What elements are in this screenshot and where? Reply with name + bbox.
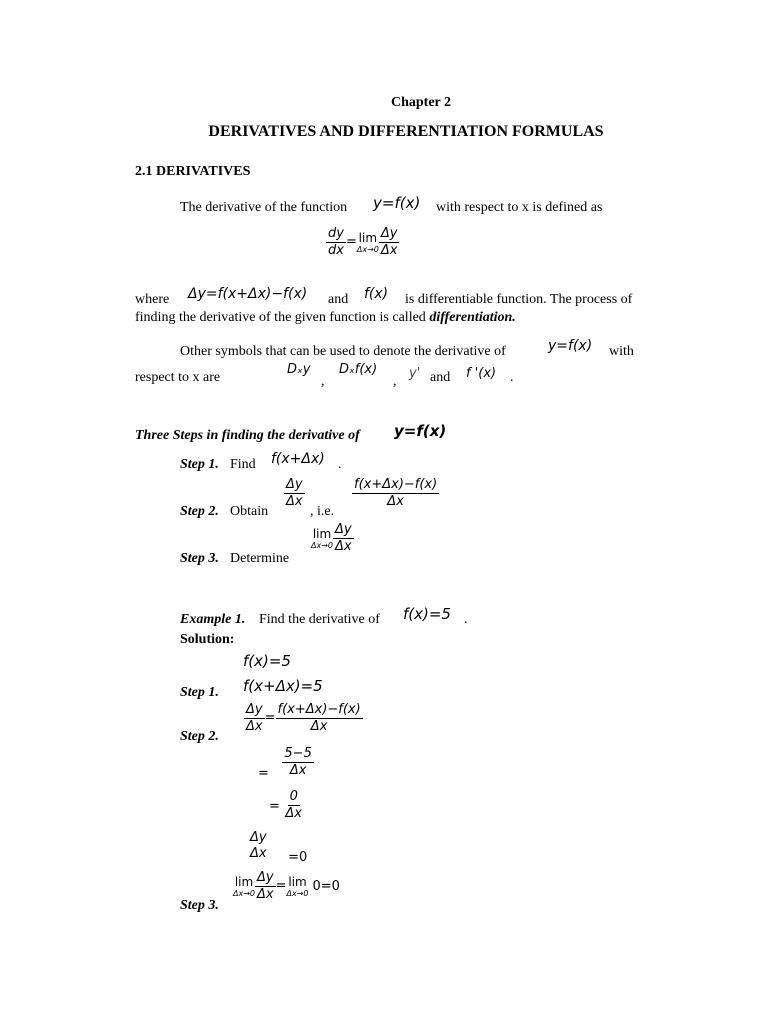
limit-text: lim — [288, 874, 307, 889]
limit-subscript: Δx→0 — [356, 244, 379, 254]
ex-row2 — [258, 746, 314, 781]
equals-sign: = — [269, 799, 280, 814]
step2-text: Obtain — [230, 504, 269, 519]
example-dot: . — [464, 612, 468, 627]
fraction-denominator: dx — [328, 243, 344, 258]
fraction-numerator: f(x+Δx)−f(x) — [277, 702, 361, 717]
ex-step1-formula: f(x+Δx)=5 — [243, 677, 323, 695]
symbol-yprime: y' — [409, 366, 421, 381]
step1-label: Step 1. — [180, 457, 219, 472]
limit-subscript: Δx→0 — [286, 888, 309, 898]
delta-y-formula: Δy=f(x+Δx)−f(x) — [188, 286, 308, 302]
fraction-denominator: Δx — [335, 539, 352, 554]
page-title: DERIVATIVES AND DIFFERENTIATION FORMULAS — [208, 123, 604, 140]
fraction-denominator: Δx — [310, 719, 328, 734]
symbol-dxy: Dₓy — [287, 362, 311, 377]
step1-formula: f(x+Δx) — [271, 451, 325, 467]
chapter-label: Chapter 2 — [390, 95, 452, 110]
equals-sign: = — [258, 766, 269, 781]
step3-text: Determine — [230, 551, 290, 566]
where-text-4 — [135, 310, 516, 326]
delta-fraction — [379, 226, 400, 259]
and-text-2: and — [430, 370, 451, 385]
fraction-numerator: 5−5 — [284, 746, 312, 761]
limit-text: lim — [358, 230, 378, 245]
equals-sign: = — [345, 234, 357, 250]
ex-step3-label: Step 3. — [180, 898, 219, 913]
fraction-denominator: Δx — [387, 494, 404, 509]
fraction-denominator: Δx — [286, 494, 303, 509]
step1-dot: . — [338, 457, 342, 472]
fraction-numerator: Δy — [286, 477, 303, 492]
dy-dx-fraction — [326, 226, 346, 259]
limit-text: lim — [312, 526, 332, 541]
solution-label: Solution: — [180, 632, 235, 647]
other-text-1: Other symbols that can be used to denote the derivative of — [180, 344, 506, 359]
where-text-4-span: finding the derivative of the given function is called — [135, 310, 426, 325]
equals-result: =0 — [288, 850, 308, 865]
fraction-numerator: Δy — [250, 830, 267, 845]
example-formula: f(x)=5 — [403, 605, 451, 623]
fraction-numerator: Δy — [246, 702, 263, 717]
derivative-definition — [326, 226, 399, 259]
differentiation-term: differentiation. — [429, 310, 516, 325]
fraction-numerator: dy — [328, 226, 344, 241]
fx-formula: f(x) — [364, 286, 389, 302]
fraction-denominator: Δx — [246, 719, 263, 734]
step3-label: Step 3. — [180, 551, 219, 566]
fraction-numerator: Δy — [380, 226, 398, 241]
and-text: and — [328, 292, 349, 307]
fraction-numerator: Δy — [257, 870, 274, 885]
symbol-dxfx: Dₓf(x) — [339, 362, 378, 377]
fraction-numerator: Δy — [335, 522, 352, 537]
limit-text: lim — [234, 874, 254, 889]
symbol-fprime: f '(x) — [466, 366, 497, 381]
step1-text: Find — [230, 457, 256, 472]
ex-step2-equation — [244, 702, 363, 735]
step2-ie: , i.e. — [310, 504, 335, 519]
step2-difference-quotient — [352, 477, 439, 510]
result: 0=0 — [312, 878, 340, 894]
example-text: Find the derivative of — [259, 612, 380, 627]
where-text: where — [135, 292, 170, 307]
other-text-2: with — [609, 344, 634, 359]
limit-subscript: Δx→0 — [311, 540, 333, 550]
fraction-denominator: Δx — [250, 846, 267, 861]
fraction-denominator: Δx — [380, 243, 398, 258]
intro-formula: y=f(x) — [373, 194, 421, 212]
ex-row4 — [248, 830, 307, 865]
fraction-denominator: Δx — [257, 887, 274, 902]
intro-text-2: with respect to x is defined as — [436, 200, 603, 215]
ex-step2-label: Step 2. — [180, 729, 219, 744]
example-label: Example 1. — [180, 612, 246, 627]
solution-line-0: f(x)=5 — [243, 652, 291, 670]
other-formula: y=f(x) — [548, 338, 593, 354]
ex-step3-equation — [233, 870, 340, 903]
step2-label: Step 2. — [180, 504, 219, 519]
steps-heading-formula: y=f(x) — [394, 422, 447, 440]
comma-2: , — [393, 374, 397, 389]
fraction-numerator: 0 — [289, 789, 298, 804]
comma-1: , — [321, 374, 325, 389]
section-heading: 2.1 DERIVATIVES — [135, 164, 251, 179]
ex-row3 — [269, 789, 304, 822]
equals-sign: = — [275, 878, 287, 894]
equals-sign: = — [264, 710, 276, 726]
step3-limit — [311, 522, 354, 555]
other-text-3: respect to x are — [135, 370, 221, 385]
limit-subscript: Δx→0 — [233, 888, 255, 898]
intro-text-1: The derivative of the function — [180, 200, 348, 215]
fraction-denominator: Δx — [289, 763, 307, 778]
step2-fraction — [284, 477, 305, 510]
steps-heading: Three Steps in finding the derivative of — [135, 428, 360, 443]
fraction-denominator: Δx — [285, 806, 302, 821]
fraction-numerator: f(x+Δx)−f(x) — [354, 477, 438, 492]
period: . — [510, 370, 514, 385]
limit-operator — [357, 231, 379, 255]
where-text-3: is differentiable function. The process of — [405, 292, 633, 307]
ex-step1-label: Step 1. — [180, 685, 219, 700]
